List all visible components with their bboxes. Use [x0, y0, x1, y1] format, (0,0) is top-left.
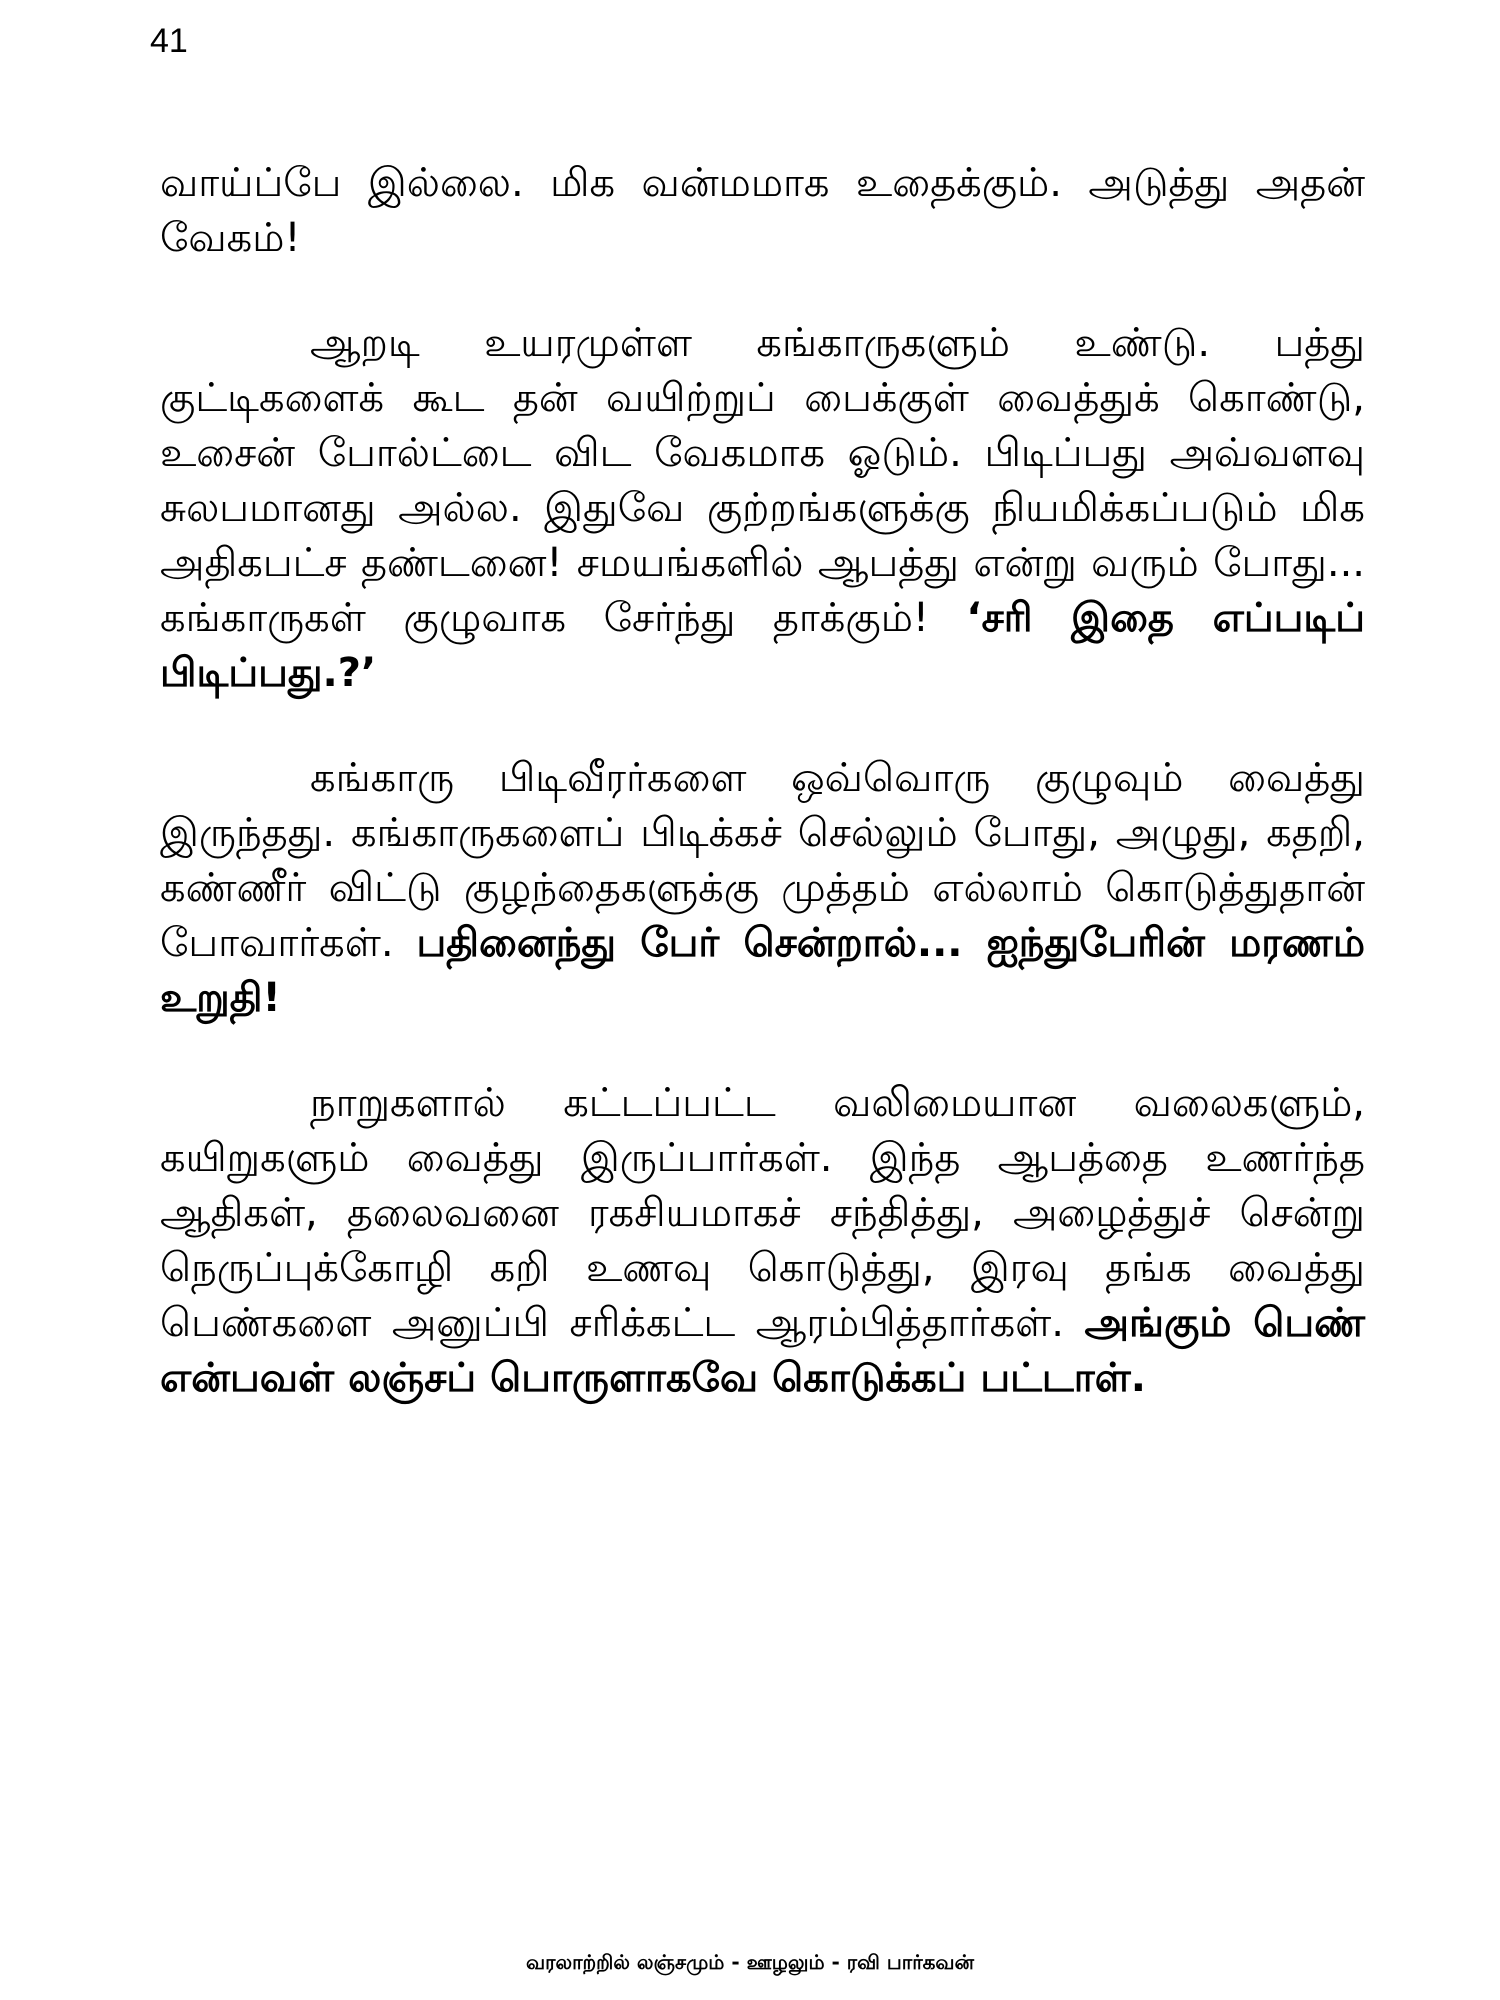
paragraph-2: [160, 316, 1365, 701]
paragraph-text: நாறுகளால் கட்டப்பட்ட வலிமையான வலைகளும், கயிறுகளும் வைத்து இருப்பார்கள். இந்த ஆபத்தை உணர்ந்த ஆதிகள், தலைவனை ரகசியமாகச் சந்தித்து, அழைத்துச் சென்று நெருப்புக்கோழி கறி உணவு கொடுத்து, இரவு தங்க வைத்து பெண்களை அனுப்பி சரிக்கட்ட ஆரம்பித்தார்கள்.: [160, 1080, 1365, 1346]
book-footer: வரலாற்றில் லஞ்சமும் - ஊழலும் - ரவி பார்கவன்: [526, 1950, 974, 1974]
paragraph-bold-text: பதினைந்து பேர் சென்றால்... ஐந்துபேரின் மரணம் உறுதி!: [160, 920, 1365, 1021]
paragraph-text: வாய்ப்பே இல்லை. மிக வன்மமாக உதைக்கும். அடுத்து அதன் வேகம்!: [160, 160, 1365, 261]
paragraph-text: கங்காரு பிடிவீரர்களை ஒவ்வொரு குழுவும் வைத்து இருந்தது. கங்காருகளைப் பிடிக்கச் செல்லும் போது, அழுது, கதறி, கண்ணீர் விட்டு குழந்தைகளுக்கு முத்தம் எல்லாம் கொடுத்துதான் போவார்கள்.: [160, 755, 1365, 966]
paragraph-bold-text: ‘சரி இதை எப்படிப் பிடிப்பது.?’: [160, 595, 1365, 696]
paragraph-bold-text: அங்கும் பெண் என்பவள் லஞ்சப் பொருளாகவே கொடுக்கப் பட்டாள்.: [160, 1300, 1365, 1401]
body-text: [160, 156, 1365, 1456]
paragraph-text: ஆறடி உயரமுள்ள கங்காருகளும் உண்டு. பத்து குட்டிகளைக் கூட தன் வயிற்றுப் பைக்குள் வைத்துக் கொண்டு, உசைன் போல்ட்டை விட வேகமாக ஓடும். பிடிப்பது அவ்வளவு சுலபமானது அல்ல. இதுவே குற்றங்களுக்கு நியமிக்கப்படும் மிக அதிகபட்ச தண்டனை! சமயங்களில் ஆபத்து என்று வரும் போது... கங்காருகள் குழுவாக சேர்ந்து தாக்கும்!: [160, 320, 1365, 641]
page-number: 41: [150, 22, 188, 60]
paragraph-1: [160, 156, 1365, 266]
paragraph-4: [160, 1076, 1365, 1406]
paragraph-3: [160, 751, 1365, 1026]
